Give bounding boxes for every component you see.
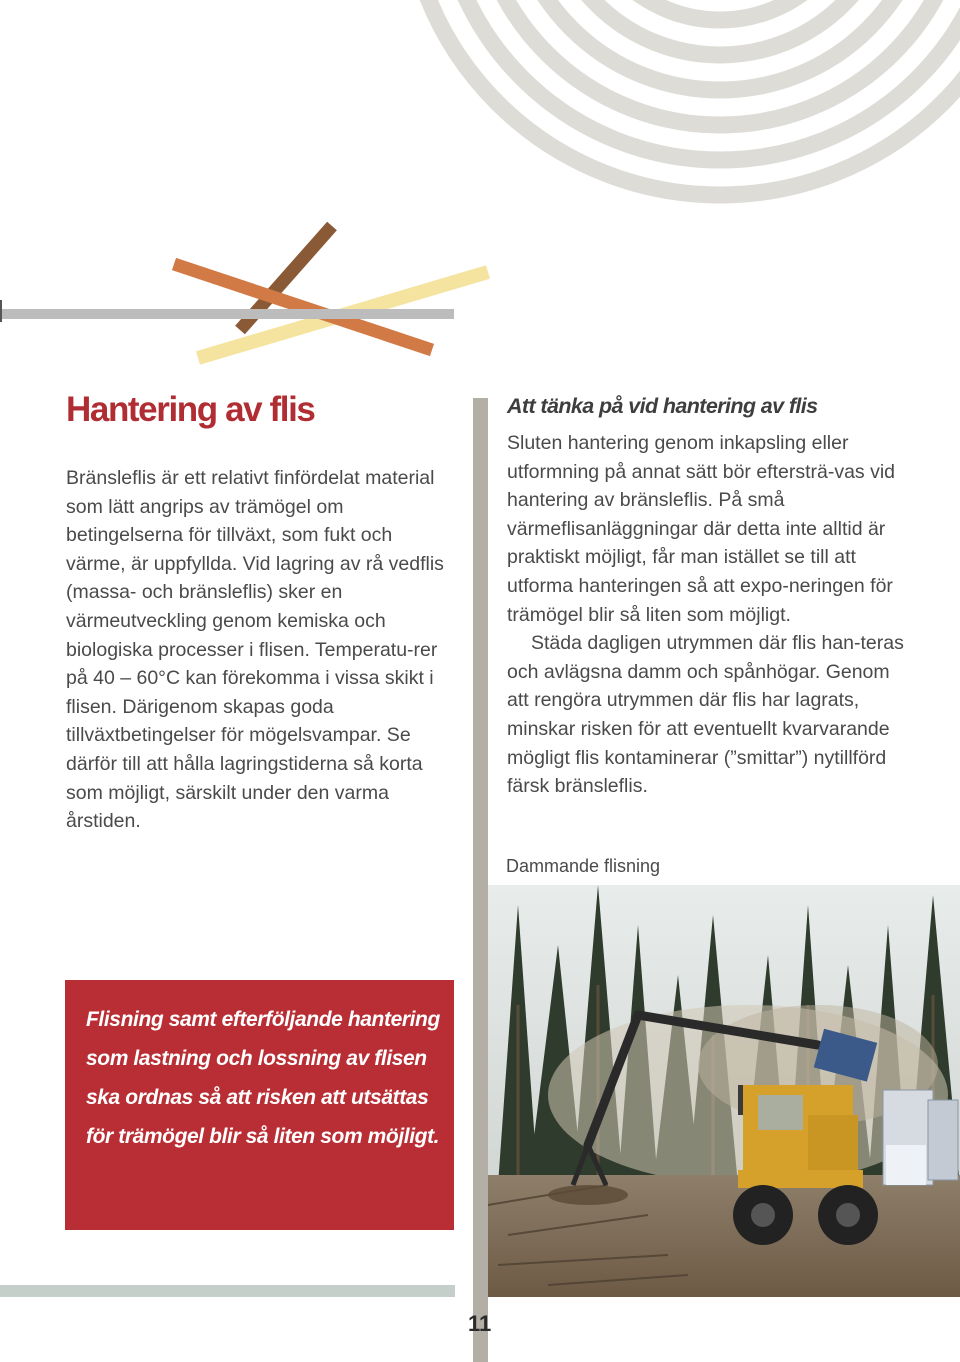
callout-text: Flisning samt efterföljande hantering som lastning och lossning av flisen ska ordnas så att risken att utsättas för trämögel blir så liten som möjligt. xyxy=(86,1008,440,1148)
sidebar-paragraph: Städa dagligen utrymmen där flis han-teras och avlägsna damm och spånhögar. Genom att rengöra utrymmen där flis har lagrats, minskar risken för att eventuellt kvarvarande mögligt flis kontaminerar (”smittar”) nytillförd färsk bränsleflis. xyxy=(507,632,904,798)
sidebar-paragraph: Sluten hantering genom inkapsling eller utformning på annat sätt bör eftersträ-vas vid hantering av bränsleflis. På små värmeflisanläggningar där detta inte alltid är praktiskt möjligt, får man istället se till att utforma hanteringen så att expo-neringen för trämögel blir så liten som möjligt. xyxy=(507,432,896,626)
crossed-sticks-decoration xyxy=(0,0,960,380)
callout-box xyxy=(65,980,454,1230)
photo-caption: Dammande flisning xyxy=(506,856,661,876)
footer-rule xyxy=(0,1285,455,1297)
article-title: Hantering av flis xyxy=(66,390,315,429)
chipping-photo xyxy=(488,885,960,1297)
article-body xyxy=(66,464,456,836)
sidebar-heading: Att tänka på vid hantering av flis xyxy=(507,394,818,418)
left-edge-mark xyxy=(0,300,2,322)
page-number: 11 xyxy=(468,1311,492,1336)
article-paragraph: Bränsleflis är ett relativt finfördelat material som lätt angrips av trämögel om betingelserna för tillväxt, som fukt och värme, är uppfyllda. Vid lagring av rå vedflis (massa- och bränsleflis) sker en värmeutveckling genom kemiska och biologiska processer i flisen. Temperatu-rer på 40 – 60°C kan förekomma i vissa skikt i flisen. Därigenom skapas goda tillväxtbetingelser för mögelsvampar. Se därför till att hålla lagringstiderna så korta som möjligt, särskilt under den varma årstiden. xyxy=(66,467,444,833)
sidebar-body xyxy=(507,429,907,801)
header-rule xyxy=(0,309,454,319)
column-divider xyxy=(473,398,488,1362)
